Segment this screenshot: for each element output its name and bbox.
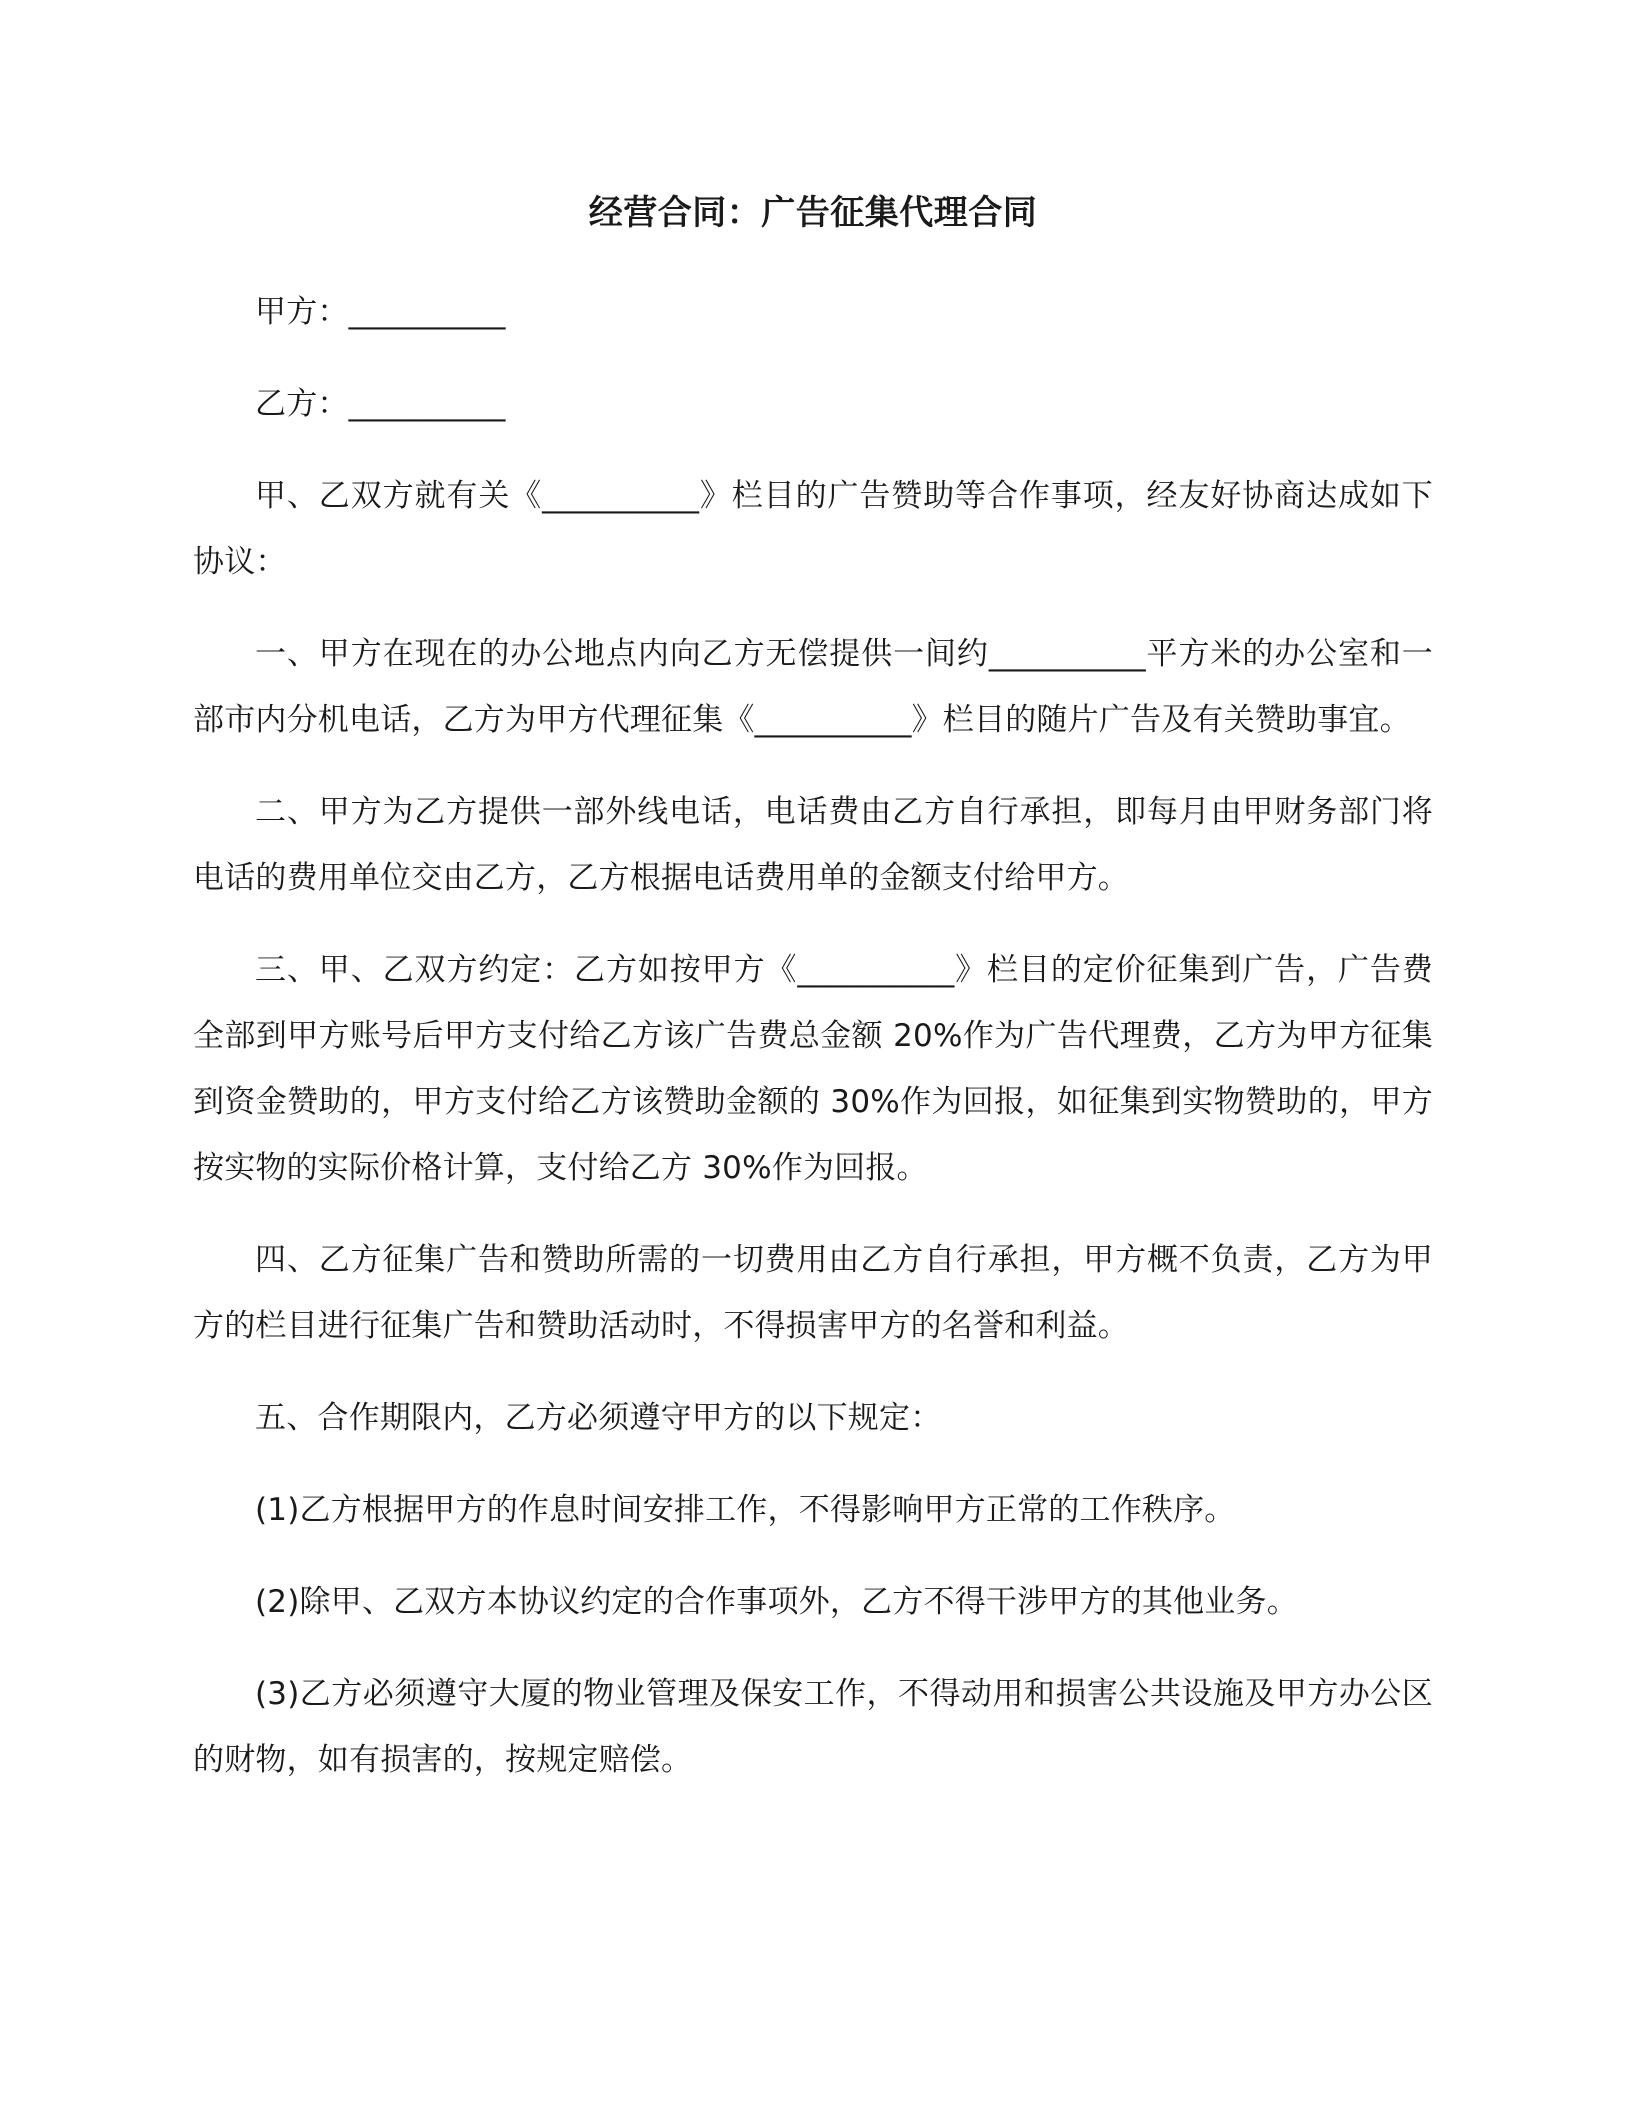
document-title: 经营合同：广告征集代理合同 [588,193,1038,233]
clause-5-item-3: (3)乙方必须遵守大厦的物业管理及保安工作，不得动用和损害公共设施及甲方办公区的财物，如有损害的，按规定赔偿。 [193,1676,1433,1778]
party-a-line: 甲方：__________ [255,294,506,330]
clause-5-item-2: (2)除甲、乙双方本协议约定的合作事项外，乙方不得干涉甲方的其他业务。 [255,1584,1298,1620]
document-body [193,190,1433,1819]
clause-5: 五、合作期限内，乙方必须遵守甲方的以下规定： [255,1400,942,1436]
clause-4: 四、乙方征集广告和赞助所需的一切费用由乙方自行承担，甲方概不负责，乙方为甲方的栏目进行征集广告和赞助活动时，不得损害甲方的名誉和利益。 [193,1242,1433,1344]
preamble-paragraph: 甲、乙双方就有关《__________》栏目的广告赞助等合作事项，经友好协商达成如下协议： [193,478,1433,580]
clause-3: 三、甲、乙双方约定：乙方如按甲方《__________》栏目的定价征集到广告，广告费全部到甲方账号后甲方支付给乙方该广告费总金额 20%作为广告代理费，乙方为甲方征集到资金赞助的，甲方支付给乙方该赞助金额的 30%作为回报，如征集到实物赞助的，甲方按实物的实际价格计算，支付给乙方 30%作为回报。 [193,952,1433,1186]
clause-2: 二、甲方为乙方提供一部外线电话，电话费由乙方自行承担，即每月由甲财务部门将电话的费用单位交由乙方，乙方根据电话费用单的金额支付给甲方。 [193,794,1433,896]
clause-1: 一、甲方在现在的办公地点内向乙方无偿提供一间约__________平方米的办公室和一部市内分机电话，乙方为甲方代理征集《__________》栏目的随片广告及有关赞助事宜。 [193,636,1433,738]
party-b-line: 乙方：__________ [255,386,506,422]
clause-5-item-1: (1)乙方根据甲方的作息时间安排工作，不得影响甲方正常的工作秩序。 [255,1492,1236,1528]
